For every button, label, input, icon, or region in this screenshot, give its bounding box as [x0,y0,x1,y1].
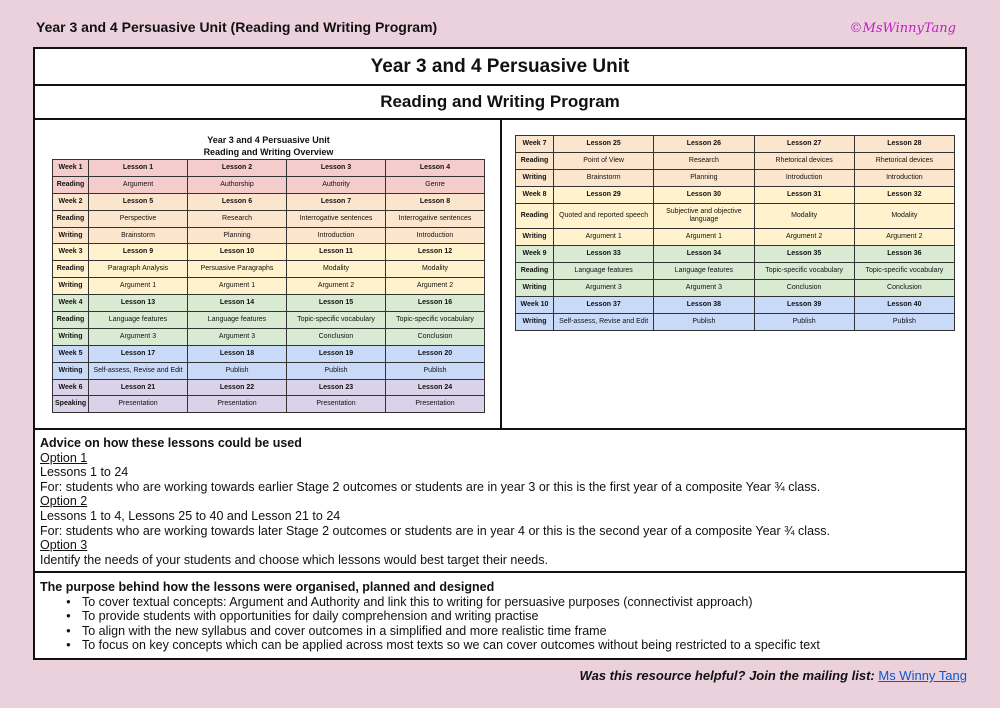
lesson-number-cell: Lesson 4 [386,160,485,177]
lesson-topic-cell: Argument 1 [554,229,654,246]
lesson-number-cell: Lesson 2 [188,160,287,177]
lesson-number-cell: Lesson 33 [554,246,654,263]
lesson-topic-cell: Argument 1 [188,278,287,295]
lesson-topic-cell: Presentation [386,396,485,413]
lesson-number-cell: Lesson 5 [89,193,188,210]
option-1-lessons: Lessons 1 to 24 [40,465,129,480]
unit-title: Year 3 and 4 Persuasive Unit [35,49,965,86]
row-label: Reading [516,153,554,170]
lesson-topic-cell: Argument 3 [554,280,654,297]
lesson-topic-cell: Introduction [754,170,854,187]
lesson-topic-cell: Brainstorm [89,227,188,244]
option-2-lessons: Lessons 1 to 4, Lessons 25 to 40 and Lesson 21 to 24 [40,508,341,523]
mailing-list-link[interactable]: Ms Winny Tang [878,668,967,683]
row-label: Writing [53,227,89,244]
lesson-number-cell: Lesson 29 [554,187,654,204]
table-row [516,153,955,170]
lesson-topic-cell: Modality [386,261,485,278]
lesson-topic-cell: Modality [287,261,386,278]
lesson-topic-cell: Authority [287,176,386,193]
week-header-row [516,187,955,204]
lesson-topic-cell: Argument 3 [654,280,754,297]
lesson-number-cell: Lesson 7 [287,193,386,210]
lesson-number-cell: Lesson 35 [754,246,854,263]
lesson-number-cell: Lesson 16 [386,295,485,312]
week-header-row [53,345,485,362]
overview-heading-line2: Reading and Writing Overview [203,147,334,157]
lesson-topic-cell: Paragraph Analysis [89,261,188,278]
lesson-topic-cell: Conclusion [386,328,485,345]
table-row [53,328,485,345]
lesson-topic-cell: Conclusion [854,280,954,297]
week-header-row [53,379,485,396]
lesson-topic-cell: Research [654,153,754,170]
purpose-item: ● To align with the new syllabus and cover outcomes in a simplified and more realistic time frame [66,624,965,639]
lesson-number-cell: Lesson 1 [89,160,188,177]
lesson-topic-cell: Argument 2 [386,278,485,295]
lesson-number-cell: Lesson 19 [287,345,386,362]
row-label: Reading [53,210,89,227]
lesson-number-cell: Lesson 32 [854,187,954,204]
lesson-number-cell: Lesson 26 [654,136,754,153]
lesson-number-cell: Lesson 30 [654,187,754,204]
table-row [53,227,485,244]
copyright-mark: ©MsWinnyTang [849,21,956,36]
lesson-topic-cell: Topic-specific vocabulary [854,263,954,280]
lesson-topic-cell: Argument 2 [754,229,854,246]
row-label: Week 2 [53,193,89,210]
lesson-topic-cell: Presentation [89,396,188,413]
row-label: Reading [53,176,89,193]
table-row [516,263,955,280]
lesson-number-cell: Lesson 40 [854,297,954,314]
lesson-topic-cell: Argument 2 [854,229,954,246]
lesson-number-cell: Lesson 21 [89,379,188,396]
lesson-number-cell: Lesson 24 [386,379,485,396]
lesson-topic-cell: Publish [854,314,954,331]
lesson-number-cell: Lesson 14 [188,295,287,312]
week-header-row [53,160,485,177]
lesson-number-cell: Lesson 17 [89,345,188,362]
lesson-number-cell: Lesson 38 [654,297,754,314]
table-row [53,210,485,227]
option-2-description: For: students who are working towards later Stage 2 outcomes or students are in year 4 or this is the second year of a composite Year ¾ class. [40,523,830,538]
lesson-number-cell: Lesson 31 [754,187,854,204]
row-label: Week 5 [53,345,89,362]
lesson-topic-cell: Publish [754,314,854,331]
row-label: Week 10 [516,297,554,314]
row-label: Writing [516,229,554,246]
lesson-topic-cell: Argument [89,176,188,193]
lesson-number-cell: Lesson 20 [386,345,485,362]
lesson-number-cell: Lesson 6 [188,193,287,210]
week-header-row [516,136,955,153]
lesson-topic-cell: Authorship [188,176,287,193]
lesson-topic-cell: Self-assess, Revise and Edit [89,362,188,379]
lesson-topic-cell: Publish [654,314,754,331]
advice-section [35,430,965,573]
lesson-number-cell: Lesson 36 [854,246,954,263]
lesson-number-cell: Lesson 15 [287,295,386,312]
lesson-number-cell: Lesson 27 [754,136,854,153]
lesson-topic-cell: Language features [188,312,287,329]
row-label: Week 9 [516,246,554,263]
row-label: Reading [516,204,554,229]
lesson-number-cell: Lesson 8 [386,193,485,210]
lesson-topic-cell: Rhetorical devices [854,153,954,170]
lesson-topic-cell: Presentation [287,396,386,413]
program-subtitle: Reading and Writing Program [35,86,965,120]
lesson-topic-cell: Planning [654,170,754,187]
document-frame [33,47,967,660]
lesson-topic-cell: Argument 1 [654,229,754,246]
lesson-number-cell: Lesson 23 [287,379,386,396]
week-header-row [516,297,955,314]
option-3-description: Identify the needs of your students and choose which lessons would best target their needs. [40,552,548,567]
advice-heading: Advice on how these lessons could be used [40,436,302,450]
footer-prompt: Was this resource helpful? Join the mailing list: [579,668,879,683]
lesson-topic-cell: Publish [287,362,386,379]
table-row [516,229,955,246]
purpose-item: ● To focus on key concepts which can be applied across most texts so we can cover outcomes without being restricted to a specific text [66,638,965,653]
lesson-topic-cell: Perspective [89,210,188,227]
lesson-topic-cell: Introduction [854,170,954,187]
row-label: Week 3 [53,244,89,261]
lesson-topic-cell: Brainstorm [554,170,654,187]
lesson-topic-cell: Persuasive Paragraphs [188,261,287,278]
table-row [516,280,955,297]
purpose-heading: The purpose behind how the lessons were organised, planned and designed [40,580,495,594]
lesson-number-cell: Lesson 22 [188,379,287,396]
lesson-number-cell: Lesson 10 [188,244,287,261]
row-label: Reading [516,263,554,280]
row-label: Writing [516,280,554,297]
lesson-topic-cell: Introduction [386,227,485,244]
lesson-topic-cell: Conclusion [754,280,854,297]
tables-section [35,120,965,430]
row-label: Reading [53,261,89,278]
lesson-topic-cell: Topic-specific vocabulary [386,312,485,329]
table-row [53,362,485,379]
week-header-row [53,193,485,210]
top-title: Year 3 and 4 Persuasive Unit (Reading and Writing Program) [36,19,438,35]
row-label: Week 1 [53,160,89,177]
lesson-topic-cell: Conclusion [287,328,386,345]
lesson-topic-cell: Point of View [554,153,654,170]
row-label: Week 7 [516,136,554,153]
option-2-title: Option 2 [40,494,88,509]
overview-table [52,159,485,413]
purpose-list [66,595,965,653]
lesson-number-cell: Lesson 28 [854,136,954,153]
column-divider [500,120,502,428]
lesson-topic-cell: Quoted and reported speech [554,204,654,229]
purpose-section [35,573,965,660]
row-label: Reading [53,312,89,329]
table-row [53,176,485,193]
purpose-item: ● To cover textual concepts: Argument and Authority and link this to writing for persuasive purposes (connectivist approach) [66,595,965,610]
footer [580,668,967,683]
extension-table [515,135,955,331]
lesson-number-cell: Lesson 13 [89,295,188,312]
week-header-row [516,246,955,263]
row-label: Writing [516,170,554,187]
lesson-topic-cell: Self-assess, Revise and Edit [554,314,654,331]
lesson-topic-cell: Introduction [287,227,386,244]
lesson-topic-cell: Topic-specific vocabulary [754,263,854,280]
option-1-description: For: students who are working towards earlier Stage 2 outcomes or students are in year 3 or this is the first year of a composite Year ¾ class. [40,479,821,494]
lesson-topic-cell: Interrogative sentences [287,210,386,227]
table-row [53,312,485,329]
lesson-topic-cell: Modality [754,204,854,229]
row-label: Week 8 [516,187,554,204]
lesson-topic-cell: Subjective and objective language [654,204,754,229]
lesson-topic-cell: Language features [654,263,754,280]
option-3-title: Option 3 [40,538,88,553]
lesson-topic-cell: Argument 3 [188,328,287,345]
lesson-number-cell: Lesson 18 [188,345,287,362]
table-row [516,170,955,187]
lesson-number-cell: Lesson 37 [554,297,654,314]
table-row [53,278,485,295]
lesson-number-cell: Lesson 12 [386,244,485,261]
lesson-topic-cell: Argument 3 [89,328,188,345]
lesson-topic-cell: Modality [854,204,954,229]
lesson-number-cell: Lesson 11 [287,244,386,261]
overview-heading-line1: Year 3 and 4 Persuasive Unit [207,135,330,145]
row-label: Writing [53,362,89,379]
row-label: Week 6 [53,379,89,396]
table-row [516,314,955,331]
lesson-number-cell: Lesson 34 [654,246,754,263]
table-row [53,261,485,278]
lesson-number-cell: Lesson 25 [554,136,654,153]
table-row [53,396,485,413]
purpose-item: ● To provide students with opportunities for daily comprehension and writing practise [66,609,965,624]
lesson-topic-cell: Publish [386,362,485,379]
lesson-topic-cell: Rhetorical devices [754,153,854,170]
option-1-title: Option 1 [40,450,88,465]
overview-heading [52,134,485,158]
row-label: Week 4 [53,295,89,312]
week-header-row [53,295,485,312]
lesson-topic-cell: Topic-specific vocabulary [287,312,386,329]
lesson-topic-cell: Publish [188,362,287,379]
lesson-topic-cell: Genre [386,176,485,193]
row-label: Writing [516,314,554,331]
lesson-topic-cell: Language features [554,263,654,280]
lesson-number-cell: Lesson 3 [287,160,386,177]
lesson-topic-cell: Presentation [188,396,287,413]
table-row [516,204,955,229]
lesson-topic-cell: Argument 1 [89,278,188,295]
lesson-topic-cell: Argument 2 [287,278,386,295]
row-label: Writing [53,328,89,345]
week-header-row [53,244,485,261]
row-label: Writing [53,278,89,295]
lesson-topic-cell: Research [188,210,287,227]
lesson-topic-cell: Language features [89,312,188,329]
lesson-topic-cell: Interrogative sentences [386,210,485,227]
lesson-topic-cell: Planning [188,227,287,244]
row-label: Speaking [53,396,89,413]
lesson-number-cell: Lesson 39 [754,297,854,314]
lesson-number-cell: Lesson 9 [89,244,188,261]
